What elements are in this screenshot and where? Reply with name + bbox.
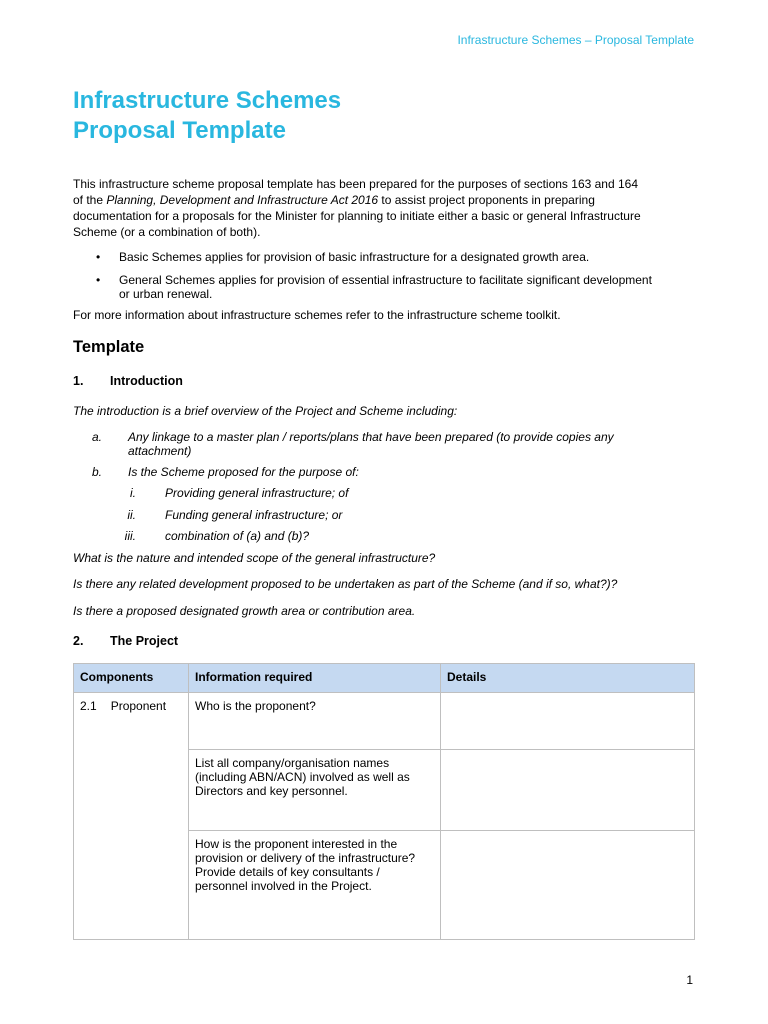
intro-text: of the (73, 193, 107, 207)
bullet-dot: • (96, 250, 101, 264)
intro-line-2 (73, 192, 698, 208)
section-2-number: 2. (73, 634, 84, 648)
section-2-title: The Project (110, 634, 179, 648)
bullet-basic-schemes (119, 250, 699, 264)
section-1-title: Introduction (110, 374, 183, 388)
details-cell[interactable] (441, 693, 695, 750)
act-name: Planning, Development and Infrastructure Act 2016 (106, 193, 379, 207)
page-number: 1 (686, 973, 693, 987)
sub-item-text: Providing general infrastructure; of (165, 486, 349, 500)
bullet-line: General Schemes applies for provision of essential infrastructure to facilitate significant development (119, 273, 652, 287)
table-row (74, 693, 695, 750)
item-b-label: b. (91, 465, 102, 479)
component-name: Proponent (110, 699, 167, 713)
bullet-line: Basic Schemes applies for provision of basic infrastructure for a designated growth area. (119, 250, 590, 264)
item-b-text: Is the Scheme proposed for the purpose of: (128, 465, 359, 479)
info-cell: List all company/organisation names (including ABN/ACN) involved as well as Directors and key personnel. (189, 750, 441, 831)
component-number: 2.1 (80, 699, 97, 713)
running-header: Infrastructure Schemes – Proposal Template (457, 33, 694, 47)
document-title (73, 86, 341, 146)
sub-item-label: iii. (124, 529, 136, 543)
intro-text: to assist project proponents in preparing (378, 193, 595, 207)
info-cell: Who is the proponent? (189, 693, 441, 750)
bullet-general-schemes (119, 273, 699, 301)
sub-item-text: Funding general infrastructure; or (165, 508, 343, 522)
question-scope: What is the nature and intended scope of the general infrastructure? (73, 551, 436, 565)
intro-line-1: This infrastructure scheme proposal template has been prepared for the purposes of sections 163 and 164 (73, 177, 639, 191)
intro-line-3: documentation for a proposals for the Minister for planning to initiate either a basic or general Infrastructure (73, 209, 641, 223)
title-line-1: Infrastructure Schemes (73, 87, 342, 114)
details-cell[interactable] (441, 831, 695, 940)
bullet-line: or urban renewal. (119, 287, 213, 301)
component-cell-proponent (74, 693, 189, 940)
intro-paragraph (73, 176, 698, 240)
sub-item-label: i. (130, 486, 136, 500)
question-growth-area: Is there a proposed designated growth area or contribution area. (73, 604, 416, 618)
sub-item-text: combination of (a) and (b)? (165, 529, 310, 543)
title-line-2: Proposal Template (73, 117, 286, 144)
project-table (73, 663, 695, 940)
column-header-components: Components (74, 664, 189, 693)
info-cell: How is the proponent interested in the provision or delivery of the infrastructure? Provide details of key consultants / personnel involved in the Project. (189, 831, 441, 940)
column-header-information: Information required (189, 664, 441, 693)
intro-line-4: Scheme (or a combination of both). (73, 225, 261, 239)
question-related-development: Is there any related development proposed to be undertaken as part of the Scheme (and if so, what?)? (73, 577, 618, 591)
bullet-dot: • (96, 273, 101, 287)
item-a-line: Any linkage to a master plan / reports/plans that have been prepared (to provide copies any (128, 430, 614, 444)
details-cell[interactable] (441, 750, 695, 831)
section-1-number: 1. (73, 374, 84, 388)
more-info-text: For more information about infrastructure schemes refer to the infrastructure scheme toolkit. (73, 308, 561, 322)
template-heading: Template (73, 338, 145, 356)
item-a-line: attachment) (128, 444, 192, 458)
sub-item-label: ii. (127, 508, 136, 522)
intro-overview-text: The introduction is a brief overview of the Project and Scheme including: (73, 404, 458, 418)
table-header-row (74, 664, 695, 693)
column-header-details: Details (441, 664, 695, 693)
item-a-text (128, 430, 698, 458)
item-a-label: a. (91, 430, 102, 444)
